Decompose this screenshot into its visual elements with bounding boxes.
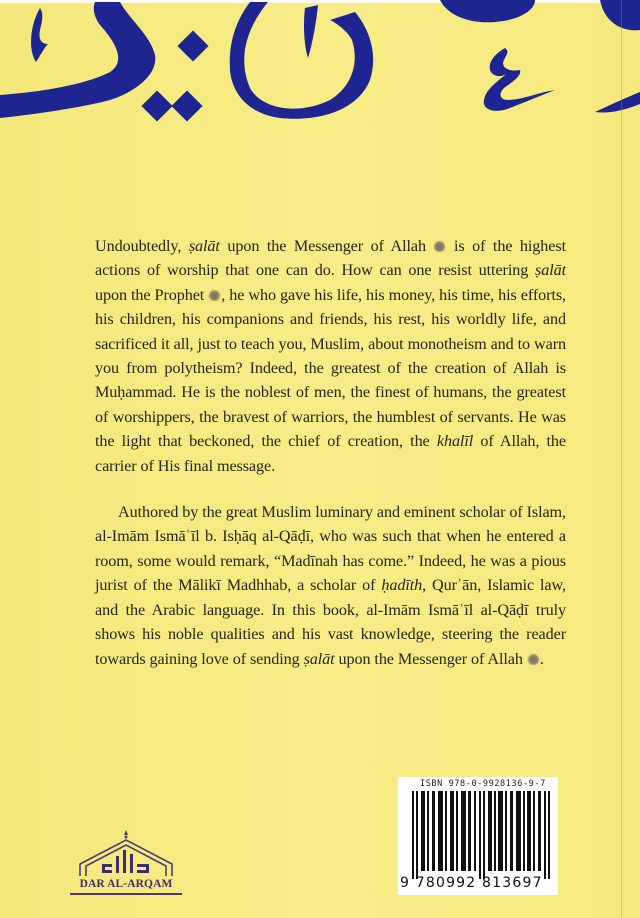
- publisher-logo: [66, 826, 186, 896]
- salutation-icon: [527, 653, 540, 665]
- salutation-icon: [433, 240, 446, 252]
- blurb-paragraph-2: Authored by the great Muslim luminary and eminent scholar of Islam, al-Imām Ismāʿīl b. Isḥāq al-Qāḍī, who was such that when he entered a room, some would remark, “Madīnah has come.” Indeed, he was a pious jurist of the Mālikī Madhhab, a scholar of ḥadīth, Qurʾān, Islamic law, and the Arabic language. In this book, al-Imām Ismāʿīl al-Qāḍī truly shows his noble qualities and his vast knowledge, steering the reader towards gaining love of sending ṣalāt upon the Messenger of Allah .: [95, 503, 566, 668]
- barcode-icon: [412, 791, 552, 879]
- isbn-label: ISBN 978-0-9928136-9-7: [420, 779, 546, 789]
- back-cover-blurb: [95, 234, 566, 671]
- barcode-digits: 9 780992 813697: [400, 875, 543, 891]
- publisher-underline: [70, 893, 182, 895]
- isbn-barcode: [398, 777, 558, 895]
- arabic-calligraphy-title: [0, 0, 640, 130]
- salutation-icon: [208, 289, 221, 301]
- blurb-paragraph-1: Undoubtedly, ṣalāt upon the Messenger of Allah is of the highest actions of worship that one can do. How can one resist uttering ṣalāt upon the Prophet , he who gave his life, his money, his time, his efforts, his children, his companions and friends, his rest, his worldly life, and sacrificed it all, just to teach you, Muslim, about monotheism and to warn you from polytheism? Indeed, the greatest of the creation of Allah is Muḥammad. He is the noblest of men, the finest of humans, the greatest of worshippers, the bravest of warriors, the humblest of servants. He was the light that beckoned, the chief of creation, the khalīl of Allah, the carrier of His final message.: [95, 237, 566, 475]
- mosque-arch-icon: [66, 826, 186, 878]
- spine-fold-line: [621, 0, 622, 918]
- publisher-name: DAR AL-ARQAM: [79, 878, 173, 890]
